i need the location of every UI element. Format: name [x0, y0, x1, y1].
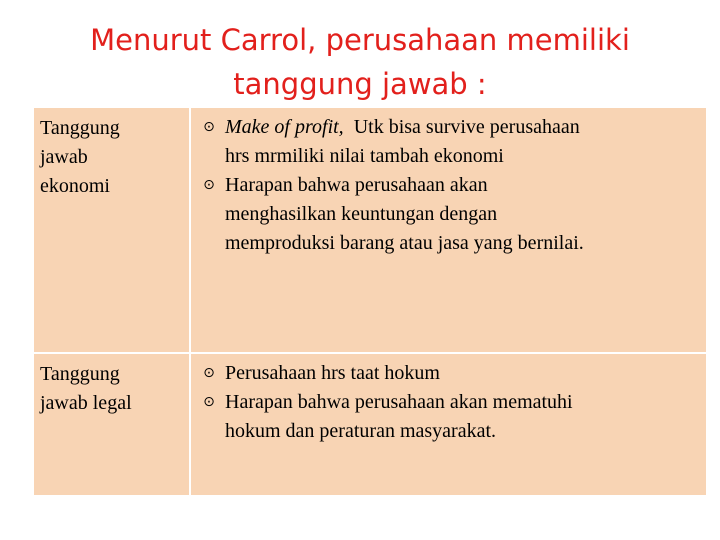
bullet-item [200, 113, 700, 171]
bullet-line: menghasilkan keuntungan dengan [225, 203, 498, 225]
bullet-line [225, 113, 700, 142]
slide-title [0, 18, 720, 106]
row-label-line: Tanggung [40, 117, 120, 139]
bullet-line: hrs mrmiliki nilai tambah ekonomi [225, 145, 504, 167]
row-label-line: jawab [40, 146, 88, 168]
bullet-icon: ⊙ [203, 365, 215, 381]
bullet-text: Utk bisa survive perusahaan [353, 116, 580, 138]
bullet-item [200, 388, 700, 446]
bullet-icon: ⊙ [203, 177, 215, 193]
slide-title-line-1: Menurut Carrol, perusahaan memiliki [90, 23, 630, 57]
table-row-economic [34, 108, 706, 352]
bullet-emphasis: Make of profit, [225, 116, 344, 138]
table-row-legal [34, 354, 706, 495]
bullet-line: Perusahaan hrs taat hokum [225, 362, 440, 384]
bullet-line: Harapan bahwa perusahaan akan mematuhi [225, 391, 573, 413]
slide-title-line-2: tanggung jawab : [233, 67, 487, 101]
bullet-list-economic [200, 113, 700, 258]
bullet-line: hokum dan peraturan masyarakat. [225, 420, 497, 442]
row-label-line: Tanggung [40, 363, 120, 385]
bullet-icon: ⊙ [203, 119, 215, 135]
bullet-item [200, 171, 700, 258]
bullet-list-legal [200, 359, 700, 446]
row-label-line: ekonomi [40, 175, 110, 197]
bullet-icon: ⊙ [203, 394, 215, 410]
column-divider [189, 108, 191, 495]
responsibility-table [34, 108, 706, 495]
bullet-item [200, 359, 700, 388]
row-label-line: jawab legal [40, 392, 132, 414]
bullet-line: memproduksi barang atau jasa yang bernilai. [225, 232, 584, 254]
bullet-line: Harapan bahwa perusahaan akan [225, 174, 488, 196]
row-label-economic [40, 114, 180, 201]
row-label-legal [40, 360, 180, 418]
